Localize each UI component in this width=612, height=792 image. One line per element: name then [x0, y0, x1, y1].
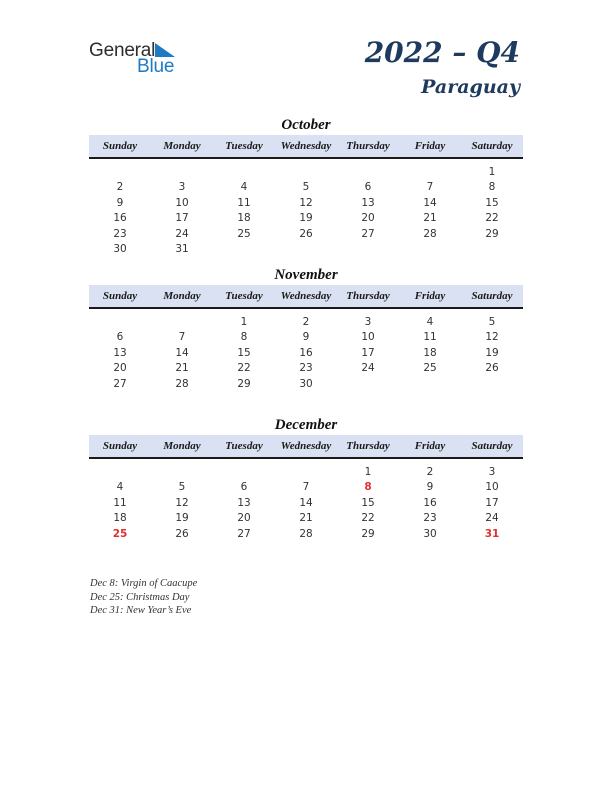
- weekday-header: [89, 435, 523, 459]
- day-cell: 28: [423, 227, 437, 240]
- empty-day-cell: [151, 165, 213, 180]
- week-row: [89, 511, 523, 526]
- week-row: [89, 242, 523, 257]
- day-cell: 5: [178, 481, 186, 494]
- day-cell: 22: [485, 212, 499, 225]
- weekday-label: Friday: [414, 440, 446, 452]
- day-cell: 9: [116, 196, 124, 209]
- day-cell: 3: [488, 466, 496, 478]
- day-cell: 23: [113, 227, 127, 240]
- weekday-label: Monday: [163, 140, 201, 152]
- day-cell: 2: [116, 181, 124, 194]
- day-cell: 11: [237, 196, 251, 209]
- weekday-header: [89, 135, 523, 159]
- day-cell: 25: [112, 527, 128, 540]
- day-cell: 27: [237, 527, 251, 540]
- week-row: [89, 330, 523, 345]
- day-cell: 20: [361, 212, 375, 225]
- week-row: [89, 315, 523, 330]
- empty-day-cell: [89, 465, 151, 480]
- weekday-label: Saturday: [471, 290, 513, 302]
- holiday-list: [90, 577, 197, 618]
- day-cell: 31: [175, 242, 189, 255]
- day-cell: 14: [299, 496, 313, 509]
- weekday-label: Sunday: [102, 440, 138, 452]
- day-cell: 7: [178, 331, 186, 344]
- day-cell: 13: [113, 346, 127, 359]
- day-cell: 18: [113, 512, 127, 525]
- empty-day-cell: [151, 465, 213, 480]
- weekday-label: Wednesday: [280, 440, 332, 452]
- month-name: December: [274, 417, 338, 433]
- day-cell: 21: [423, 212, 437, 225]
- day-cell: 31: [484, 527, 500, 540]
- empty-day-cell: [275, 465, 337, 480]
- day-cell: 14: [175, 346, 189, 359]
- day-cell: 16: [423, 496, 437, 509]
- day-cell: 15: [237, 346, 251, 359]
- day-cell: 3: [364, 316, 372, 328]
- day-cell: 23: [299, 362, 313, 375]
- week-row: [89, 465, 523, 480]
- weekday-label: Thursday: [346, 440, 390, 452]
- weekday-header: [89, 285, 523, 309]
- day-cell: 24: [485, 512, 499, 525]
- day-cell: 19: [299, 212, 313, 225]
- week-row: [89, 346, 523, 361]
- weekday-label: Monday: [163, 440, 201, 452]
- day-cell: 12: [485, 331, 499, 344]
- day-cell: 29: [361, 527, 375, 540]
- weekday-label: Sunday: [102, 140, 138, 152]
- day-cell: 12: [299, 196, 313, 209]
- day-cell: 6: [116, 331, 124, 344]
- week-row: [89, 377, 523, 392]
- empty-day-cell: [337, 377, 399, 392]
- day-cell: 9: [302, 331, 310, 344]
- day-cell: 19: [485, 346, 499, 359]
- day-cell: 7: [302, 481, 310, 494]
- month-name: October: [281, 117, 331, 133]
- holiday-note: Dec 31: New Year’s Eve: [90, 605, 192, 616]
- month-name: November: [274, 267, 338, 283]
- empty-day-cell: [89, 165, 151, 180]
- day-cell: 18: [423, 346, 437, 359]
- day-cell: 25: [423, 362, 437, 375]
- day-cell: 11: [423, 331, 437, 344]
- empty-day-cell: [337, 242, 399, 257]
- day-cell: 4: [426, 316, 434, 328]
- day-cell: 16: [299, 346, 313, 359]
- weekday-label: Saturday: [471, 440, 513, 452]
- month-december: [89, 416, 523, 542]
- week-row: [89, 211, 523, 226]
- day-cell: 7: [426, 181, 434, 194]
- day-cell: 8: [488, 181, 496, 194]
- day-cell: 10: [175, 196, 189, 209]
- day-cell: 1: [488, 166, 496, 178]
- month-november: [89, 266, 523, 392]
- week-row: [89, 480, 523, 495]
- day-cell: 5: [302, 181, 310, 194]
- empty-day-cell: [461, 242, 523, 257]
- day-cell: 17: [175, 212, 189, 225]
- weekday-label: Saturday: [471, 140, 513, 152]
- empty-day-cell: [213, 465, 275, 480]
- day-cell: 12: [175, 496, 189, 509]
- day-cell: 30: [423, 527, 437, 540]
- day-cell: 13: [361, 196, 375, 209]
- day-cell: 13: [237, 496, 251, 509]
- logo-general-text: General: [89, 40, 156, 61]
- day-cell: 4: [116, 481, 124, 494]
- weekday-label: Monday: [163, 290, 201, 302]
- day-cell: 24: [175, 227, 189, 240]
- logo-blue-text: Blue: [137, 56, 175, 77]
- day-cell: 22: [361, 512, 375, 525]
- day-cell: 17: [485, 496, 499, 509]
- day-cell: 26: [485, 362, 499, 375]
- day-cell: 3: [178, 181, 186, 194]
- month-weeks: [89, 309, 523, 392]
- day-cell: 23: [423, 512, 437, 525]
- day-cell: 9: [426, 481, 434, 494]
- day-cell: 16: [113, 212, 127, 225]
- day-cell: 28: [175, 377, 189, 390]
- day-cell: 29: [237, 377, 251, 390]
- empty-day-cell: [151, 315, 213, 330]
- day-cell: 2: [426, 466, 434, 478]
- weekday-label: Thursday: [346, 290, 390, 302]
- day-cell: 28: [299, 527, 313, 540]
- month-weeks: [89, 459, 523, 542]
- day-cell: 2: [302, 316, 310, 328]
- week-row: [89, 527, 523, 542]
- week-row: [89, 165, 523, 180]
- day-cell: 24: [361, 362, 375, 375]
- day-cell: 26: [175, 527, 189, 540]
- empty-day-cell: [213, 165, 275, 180]
- page-title: 2022 – Q4: [364, 36, 520, 69]
- day-cell: 21: [175, 362, 189, 375]
- logo-flag-icon: [155, 43, 175, 57]
- day-cell: 11: [113, 496, 127, 509]
- week-row: [89, 196, 523, 211]
- day-cell: 19: [175, 512, 189, 525]
- weekday-label: Sunday: [102, 290, 138, 302]
- day-cell: 17: [361, 346, 375, 359]
- empty-day-cell: [275, 242, 337, 257]
- empty-day-cell: [399, 242, 461, 257]
- week-row: [89, 496, 523, 511]
- day-cell: 6: [364, 181, 372, 194]
- week-row: [89, 361, 523, 376]
- empty-day-cell: [399, 165, 461, 180]
- day-cell: 8: [240, 331, 248, 344]
- day-cell: 15: [361, 496, 375, 509]
- weekday-label: Friday: [414, 290, 446, 302]
- day-cell: 30: [113, 242, 127, 255]
- weekday-label: Tuesday: [225, 290, 263, 302]
- day-cell: 22: [237, 362, 251, 375]
- week-row: [89, 180, 523, 195]
- empty-day-cell: [337, 165, 399, 180]
- day-cell: 18: [237, 212, 251, 225]
- weekday-label: Tuesday: [225, 440, 263, 452]
- empty-day-cell: [89, 315, 151, 330]
- day-cell: 10: [361, 331, 375, 344]
- day-cell: 1: [240, 316, 248, 328]
- day-cell: 27: [113, 377, 127, 390]
- week-row: [89, 227, 523, 242]
- day-cell: 30: [299, 377, 313, 390]
- weekday-label: Wednesday: [280, 290, 332, 302]
- day-cell: 25: [237, 227, 251, 240]
- empty-day-cell: [275, 165, 337, 180]
- empty-day-cell: [461, 377, 523, 392]
- weekday-label: Friday: [414, 140, 446, 152]
- page-subtitle: Paraguay: [421, 76, 520, 98]
- day-cell: 8: [364, 481, 372, 494]
- day-cell: 10: [485, 481, 499, 494]
- day-cell: 4: [240, 181, 248, 194]
- day-cell: 26: [299, 227, 313, 240]
- day-cell: 20: [113, 362, 127, 375]
- holiday-note: Dec 25: Christmas Day: [90, 591, 190, 603]
- empty-day-cell: [399, 377, 461, 392]
- day-cell: 5: [488, 316, 496, 328]
- day-cell: 20: [237, 512, 251, 525]
- day-cell: 14: [423, 196, 437, 209]
- day-cell: 27: [361, 227, 375, 240]
- holiday-note: Dec 8: Virgin of Caacupe: [90, 578, 198, 589]
- day-cell: 6: [240, 481, 248, 494]
- month-weeks: [89, 159, 523, 257]
- day-cell: 21: [299, 512, 313, 525]
- month-october: [89, 116, 523, 257]
- logo: [89, 40, 189, 76]
- day-cell: 1: [364, 466, 372, 478]
- weekday-label: Wednesday: [280, 140, 332, 152]
- day-cell: 29: [485, 227, 499, 240]
- weekday-label: Tuesday: [225, 140, 263, 152]
- empty-day-cell: [213, 242, 275, 257]
- weekday-label: Thursday: [346, 140, 390, 152]
- day-cell: 15: [485, 196, 499, 209]
